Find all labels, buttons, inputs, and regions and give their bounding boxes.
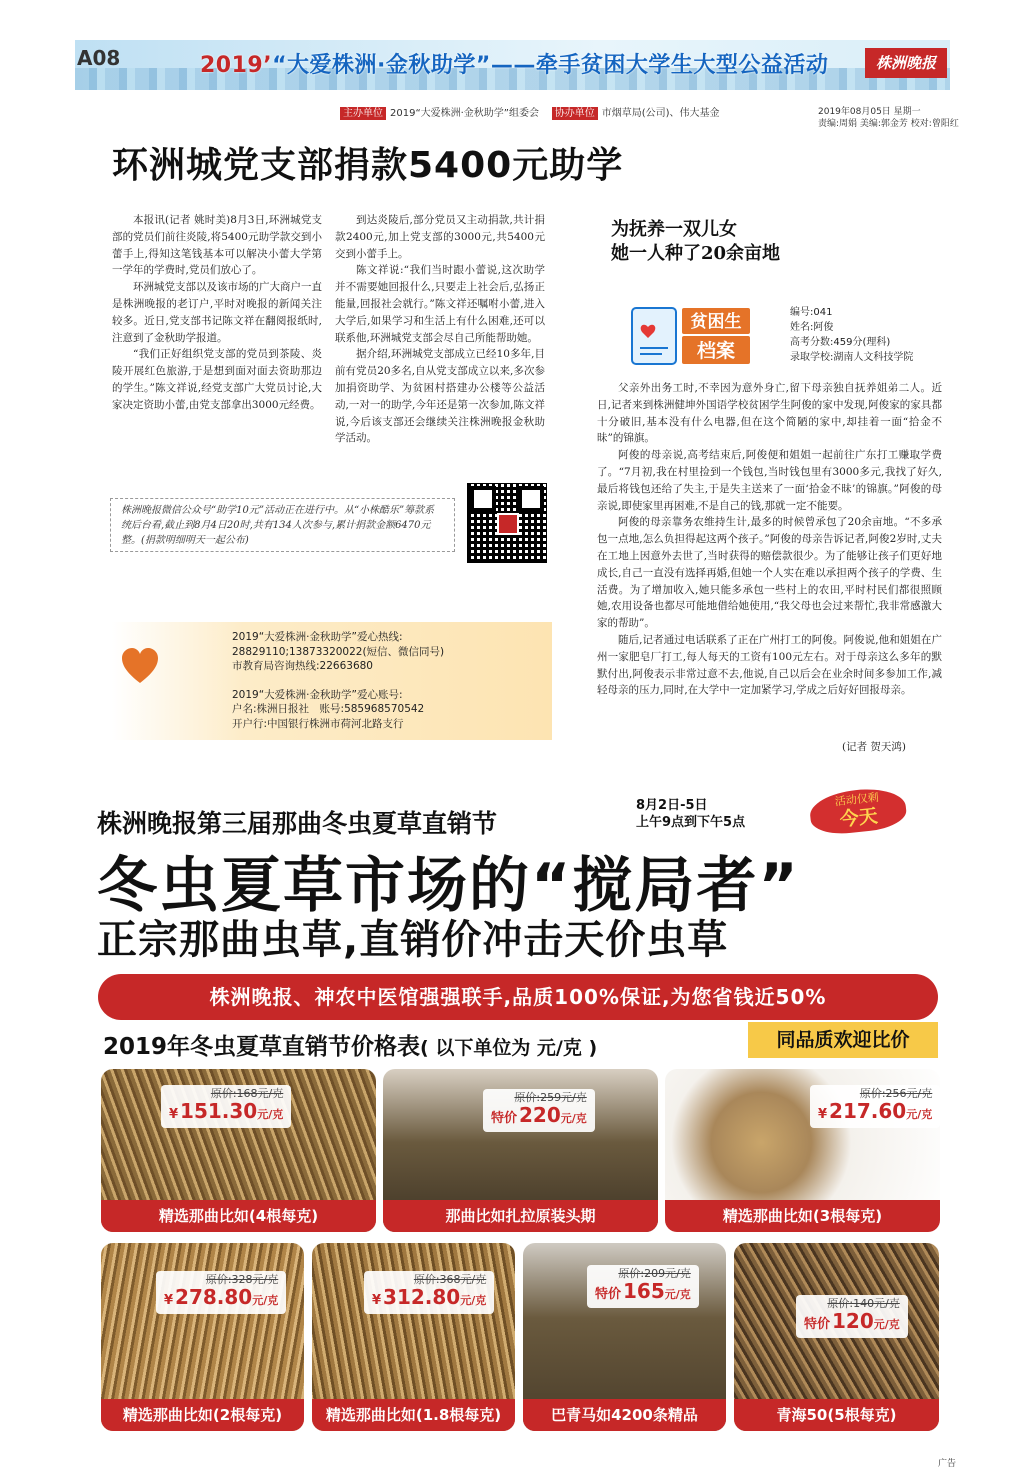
product-card	[665, 1069, 940, 1232]
wechat-notice-text: 株洲晚报微信公众号“助学10元”活动正在进行中。从“小株酷乐”筹款系统后台看,截止到8月4日20时,共有134人次参与,累计捐款金额6470元整。(捐款明细明天一起公布)	[121, 505, 435, 546]
price-tag	[810, 1085, 940, 1128]
host-org: 2019“大爱株洲·金秋助学”组委会	[390, 108, 539, 119]
ad-dates	[636, 797, 745, 831]
price-unit: ( 以下单位为 元/克 )	[420, 1037, 598, 1059]
product-name: 精选那曲比如(4根每克)	[101, 1200, 376, 1232]
hotline-bank: 开户行:中国银行株洲市荷河北路支行	[232, 717, 404, 730]
original-price: 原价:140元/克	[827, 1297, 900, 1310]
profile-score: 高考分数:459分(理科)	[790, 337, 891, 348]
sale-price: 312.80	[383, 1285, 461, 1309]
profile-id: 编号:041	[790, 307, 833, 318]
product-card	[101, 1243, 304, 1431]
hotline-spacer	[232, 674, 444, 688]
banner-title	[200, 48, 828, 79]
paragraph: 阿俊的母亲靠务农维持生计,最多的时候曾承包了20余亩地。“不多承包一点地,怎么负担得起这两个孩子。”阿俊的母亲告诉记者,阿俊2岁时,丈夫在工地上因意外去世了,当时获得的赔偿款很少。为了能够让孩子们更好地成长,自己一直没有选择再婚,但她一个人实在难以承担两个孩子的学费、生活费。为了增加收入,她只能多承包一些村上的农田,平时村民们都很照顾她,农用设备也都尽可能地借给她使用,“我父母也会过来帮忙,我非常感激大家的帮助”。	[597, 516, 942, 630]
price-unit: 元/克	[664, 1288, 691, 1301]
ad-headline: 冬虫夏草市场的“搅局者”	[97, 851, 800, 921]
promo-small-text: 活动仅剩	[834, 790, 880, 809]
ad-date-range: 8月2日-5日	[636, 798, 708, 813]
price-tag	[364, 1271, 494, 1314]
original-price: 原价:368元/克	[413, 1273, 487, 1286]
article-column-1	[112, 212, 322, 414]
banner-year: 2019’	[200, 53, 273, 78]
paragraph: 陈文祥说:“我们当时跟小蕾说,这次助学并不需要她回报什么,只要走上社会后,弘扬正能量,回报社会就行。”陈文祥还嘱咐小蕾,进入大学后,如果学习和生活上有什么困难,还可以联系他,环洲城党支部会尽自己所能帮助她。	[335, 264, 545, 344]
ad-label: 广告	[938, 1459, 957, 1469]
article2-body	[597, 380, 942, 699]
paragraph: 据介绍,环洲城党支部成立已经10多年,目前有党员20多名,自从党支部成立以来,多次参加捐资助学、为贫困村搭建办公楼等公益活动,一对一的助学,今年还是第一次参加,陈文祥说,今后该支部还会继续关注株洲晚报金秋助学活动。	[335, 348, 545, 445]
sale-price: 151.30	[180, 1099, 258, 1123]
price-unit: 元/克	[257, 1108, 284, 1121]
price-unit: 元/克	[873, 1318, 900, 1331]
product-name: 精选那曲比如(3根每克)	[665, 1200, 940, 1232]
price-prefix: ¥	[372, 1293, 382, 1308]
ad-time-range: 上午9点到下午5点	[636, 815, 746, 830]
wechat-notice	[110, 498, 455, 552]
price-tag	[483, 1089, 595, 1132]
price-prefix: ¥	[169, 1107, 179, 1122]
paragraph: 环洲城党支部以及该市场的广大商户一直是株洲晚报的老订户,平时对晚报的新闻关注较多。近日,党支部书记陈文祥在翻阅报纸时,注意到了金秋助学报道。	[112, 281, 322, 344]
editors-credit: 责编:周娟 美编:郭金芳 校对:曾阳红	[818, 119, 959, 129]
paragraph: 本报讯(记者 姚时美)8月3日,环洲城党支部的党员们前往炎陵,将5400元助学款交到小蕾手上,得知这笔钱基本可以解决小蕾大学第一学年的学费时,党员们放心了。	[112, 214, 322, 277]
compare-badge: 同品质欢迎比价	[748, 1022, 938, 1058]
brand-logo: 株洲晚报	[865, 48, 947, 78]
hotline-line: 市教育局咨询热线:22663680	[232, 660, 373, 672]
price-tag	[796, 1295, 908, 1338]
co-org: 市烟草局(公司)、伟大基金	[601, 108, 720, 119]
original-price: 原价:259元/克	[514, 1091, 587, 1104]
badge-bottom-text: 档案	[696, 340, 736, 362]
clipboard-icon	[632, 308, 676, 364]
product-card	[383, 1069, 658, 1232]
sale-price: 120	[832, 1309, 874, 1333]
sale-price: 217.60	[829, 1099, 907, 1123]
qr-center-logo	[497, 513, 519, 535]
hotline-text	[232, 630, 444, 731]
product-card	[523, 1243, 726, 1431]
price-tag	[161, 1085, 291, 1128]
product-name: 那曲比如扎拉原装头期	[383, 1200, 658, 1232]
price-prefix: ¥	[818, 1107, 828, 1122]
original-price: 原价:256元/克	[859, 1087, 933, 1100]
article2-title-line-2: 她一人种了20余亩地	[611, 243, 781, 264]
product-name: 精选那曲比如(1.8根每克)	[312, 1399, 515, 1431]
original-price: 原价:168元/克	[210, 1087, 284, 1100]
host-tag: 主办单位	[340, 107, 386, 120]
ad-subheadline: 正宗那曲虫草,直销价冲击天价虫草	[97, 917, 729, 963]
heart-icon	[120, 647, 160, 687]
page-number: A08	[77, 46, 121, 70]
product-card	[312, 1243, 515, 1431]
price-unit: 元/克	[252, 1294, 279, 1307]
student-profile	[790, 305, 913, 365]
hotline-line: 2019“大爱株洲·金秋助学”爱心账号:	[232, 688, 403, 701]
price-tag	[156, 1271, 286, 1314]
promo-big-text: 今天	[838, 805, 879, 831]
price-unit: 元/克	[460, 1294, 487, 1307]
paragraph: 到达炎陵后,部分党员又主动捐款,共计捐款2400元,加上党支部的3000元,共5400元交到小蕾手上。	[335, 214, 545, 260]
product-name: 巴青马如4200条精品	[523, 1399, 726, 1431]
profile-school: 录取学校:湖南人文科技学院	[790, 352, 914, 363]
article-column-2	[335, 212, 545, 447]
paragraph: 父亲外出务工时,不幸因为意外身亡,留下母亲独自抚养姐弟二人。近日,记者来到株洲健坤外国语学校贫困学生阿俊的家中发现,阿俊家的家具都十分破旧,基本没有什么电器,但在这个简陋的家中,却挂着一面“拾金不昧”的锦旗。	[597, 382, 942, 445]
hotline-phone: 28829110;13873320022(短信、微信同号)	[232, 645, 445, 658]
student-file-badge	[626, 302, 776, 368]
product-card	[101, 1069, 376, 1232]
original-price: 原价:328元/克	[205, 1273, 279, 1286]
price-unit: 元/克	[906, 1108, 933, 1121]
paragraph: 随后,记者通过电话联系了正在广州打工的阿俊。阿俊说,他和姐姐在广州一家肥皂厂打工,每人每天的工资有100元左右。对于母亲这么多年的默默付出,阿俊表示非常过意不去,他说,自己以后会在业余时间多参加工作,减轻母亲的压力,同时,在大学中一定加紧学习,学成之后好好回报母亲。	[597, 633, 942, 697]
sale-price: 278.80	[175, 1285, 253, 1309]
issue-date: 2019年08月05日 星期一	[818, 107, 921, 117]
paragraph: “我们正好组织党支部的党员到茶陵、炎陵开展红色旅游,于是想到面对面去资助那边的学生。”陈文祥说,经党支部广大党员讨论,大家决定资助小蕾,由党支部拿出3000元经费。	[112, 348, 322, 411]
original-price: 原价:209元/克	[618, 1267, 691, 1280]
hotline-account: 户名:株洲日报社 账号:585968570542	[232, 703, 425, 715]
price-table-title-text: 2019年冬虫夏草直销节价格表	[103, 1034, 421, 1060]
price-tag	[587, 1265, 699, 1308]
article-headline: 环洲城党支部捐款5400元助学	[112, 145, 624, 186]
profile-name: 姓名:阿俊	[790, 322, 834, 333]
badge-top-text: 贫困生	[690, 312, 742, 332]
banner-title-text: “大爱株洲·金秋助学”——牵手贫困大学生大型公益活动	[272, 53, 829, 78]
organizer-line	[340, 104, 720, 119]
hotline-line: 2019“大爱株洲·金秋助学”爱心热线:	[232, 631, 403, 643]
product-card	[734, 1243, 939, 1431]
product-name: 青海50(5根每克)	[734, 1399, 939, 1431]
price-table-title	[103, 1028, 597, 1061]
ad-festival-title: 株洲晚报第三届那曲冬虫夏草直销节	[97, 809, 498, 838]
price-prefix: 特价	[595, 1287, 622, 1302]
paragraph: 阿俊的母亲说,高考结束后,阿俊便和姐姐一起前往广东打工赚取学费了。“7月初,我在村里捡到一个钱包,当时钱包里有3000多元,我找了好久,最后将钱包还给了失主,于是失主送来了一面‘拾金不昧’的锦旗。”阿俊的母亲说,即使家里再困难,不是自己的钱,那就一定不能要。	[597, 449, 942, 512]
price-prefix: 特价	[491, 1111, 518, 1126]
price-prefix: 特价	[804, 1317, 831, 1332]
sale-price: 220	[519, 1103, 561, 1127]
article2-byline: (记者 贺天鸿)	[842, 741, 907, 753]
article2-title	[611, 218, 780, 266]
article2-title-line-1: 为抚养一双儿女	[611, 219, 737, 240]
ad-slogan-bar: 株洲晚报、神农中医馆强强联手,品质100%保证,为您省钱近50%	[98, 974, 938, 1020]
sale-price: 165	[623, 1279, 665, 1303]
promo-badge	[808, 785, 908, 837]
product-name: 精选那曲比如(2根每克)	[101, 1399, 304, 1431]
price-prefix: ¥	[164, 1293, 174, 1308]
co-tag: 协办单位	[552, 107, 598, 120]
price-unit: 元/克	[560, 1112, 587, 1125]
